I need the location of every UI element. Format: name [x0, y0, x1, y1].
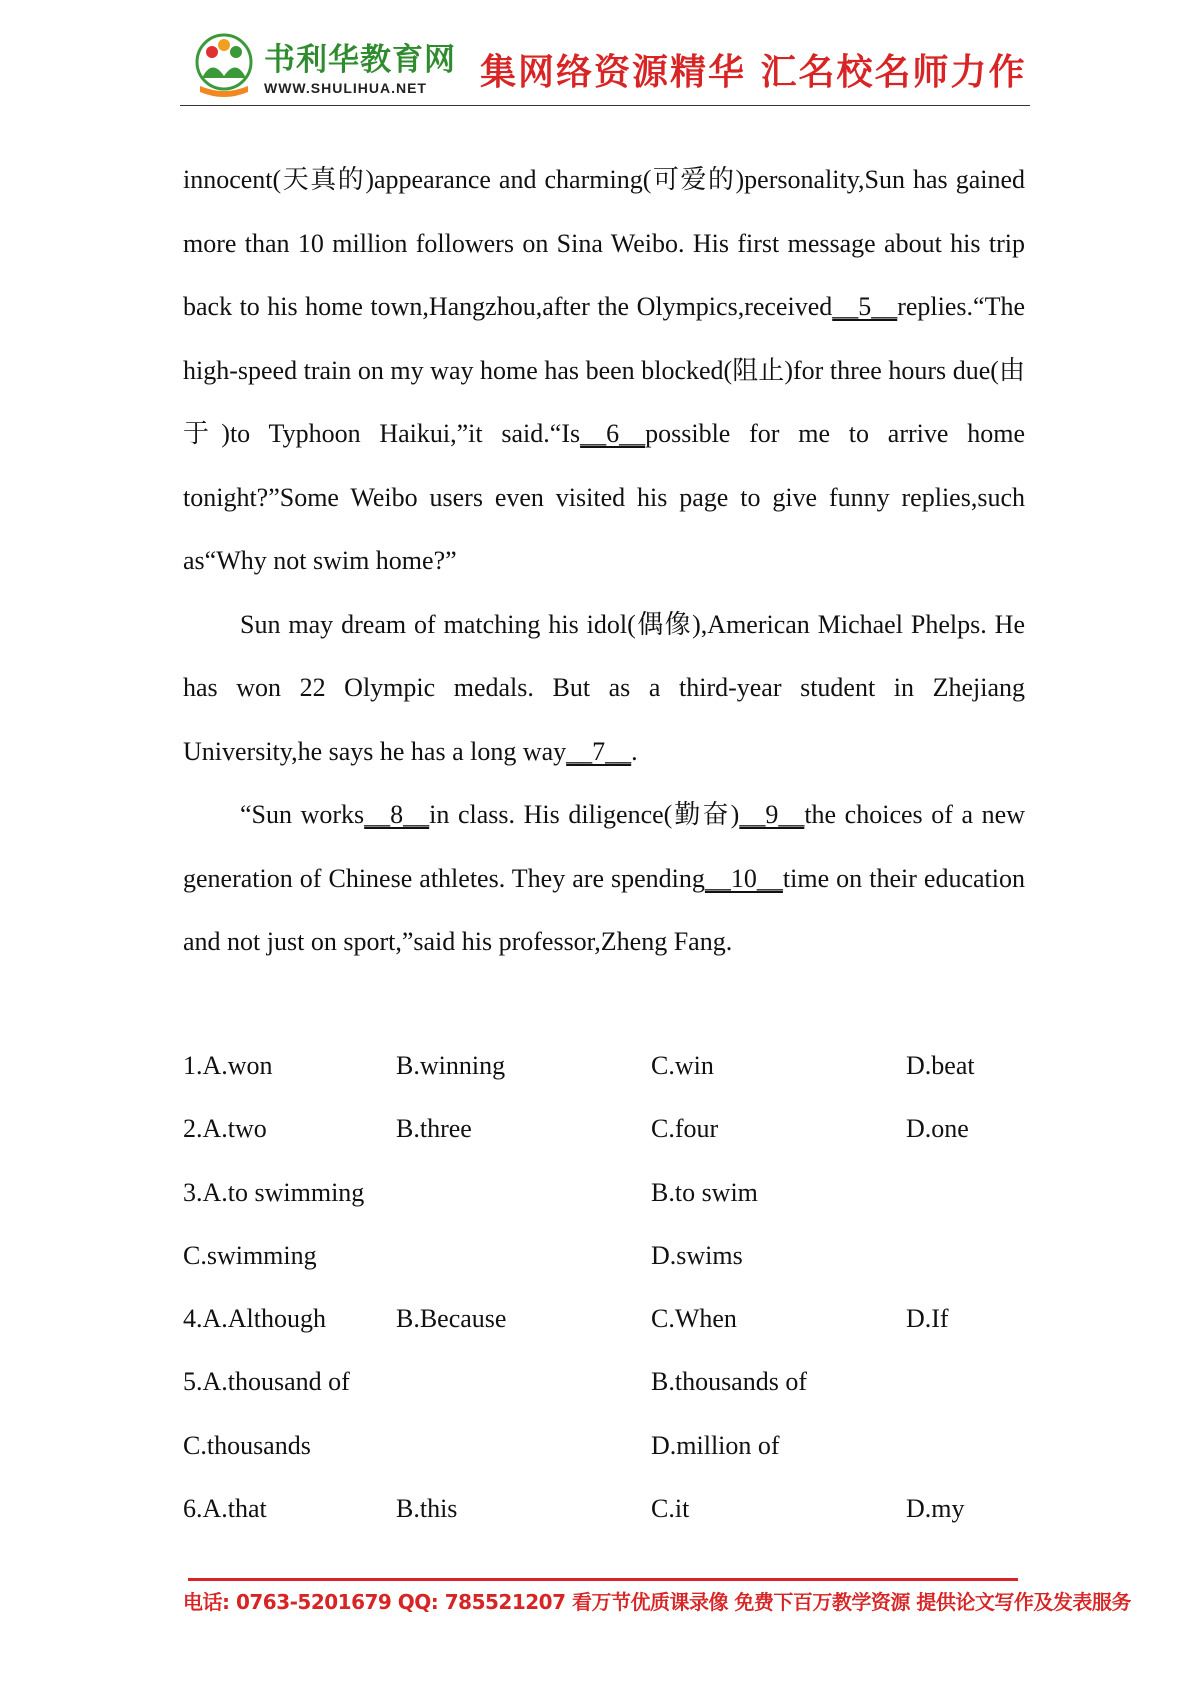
option-row [183, 1477, 1043, 1540]
option-choice: 4.A.Although [183, 1304, 326, 1334]
footer-divider [188, 1578, 1018, 1581]
answer-options [183, 1034, 1043, 1540]
option-choice: 5.A.thousand of [183, 1367, 350, 1397]
option-row [183, 1414, 1043, 1477]
option-choice: C.win [651, 1051, 714, 1080]
answer-blank: __6__ [580, 419, 646, 448]
option-choice: 6.A.that [183, 1494, 267, 1524]
option-choice: C.swimming [183, 1240, 317, 1270]
option-choice: B.three [396, 1114, 472, 1144]
option-choice: B.winning [396, 1051, 506, 1080]
passage-text: Sun may dream of matching his idol(偶像),American Michael Phelps. He has won 22 Olympic medals. But as a third-year student in Zhejiang University,he says he has a long way [183, 609, 1025, 766]
option-choice: D.beat [906, 1051, 975, 1080]
option-row [183, 1224, 1043, 1287]
option-choice: B.thousands of [651, 1367, 807, 1397]
option-choice: B.Because [396, 1304, 507, 1334]
brand-url: WWW.SHULIHUA.NET [264, 80, 427, 96]
passage-text: in class. His diligence(勤奋) [429, 800, 740, 829]
option-choice: C.When [651, 1304, 737, 1334]
option-choice: D.million of [651, 1430, 780, 1460]
option-choice: B.this [396, 1494, 458, 1524]
passage-text: . [631, 736, 638, 766]
option-row [183, 1097, 1043, 1160]
passage [183, 148, 1025, 974]
answer-blank: __5__ [832, 292, 898, 321]
footer-contact: 电话: 0763-5201679 QQ: 785521207 看万节优质课录像 免费下百万教学资源 提供论文写作及发表服务 [183, 1590, 1131, 1614]
people-circle-logo-icon [192, 32, 256, 100]
option-row [183, 1161, 1043, 1224]
paragraph [183, 783, 1025, 974]
option-choice: D.If [906, 1304, 949, 1334]
option-choice: C.thousands [183, 1430, 311, 1460]
option-row [183, 1287, 1043, 1350]
option-choice: B.to swim [651, 1177, 758, 1207]
passage-text: replies.“The high-speed train on my way home has been blocked(阻止)for three hours due(由于)to Typhoon Haikui,”it said.“Is [183, 292, 1025, 448]
option-choice: D.my [906, 1494, 965, 1524]
passage-text: time on their education and not just on sport,”said his professor,Zheng Fang. [183, 863, 1025, 956]
page-header [180, 28, 1030, 108]
option-choice: 1.A.won [183, 1051, 273, 1080]
option-choice: 3.A.to swimming [183, 1177, 365, 1207]
option-choice: D.swims [651, 1240, 743, 1270]
passage-text: possible for me to arrive home tonight?”Some Weibo users even visited his page to give funny replies,such as“Why not swim home?” [183, 419, 1025, 575]
answer-blank: __9__ [739, 800, 805, 829]
answer-blank: __10__ [704, 863, 783, 893]
paragraph [183, 593, 1025, 784]
option-row [183, 1350, 1043, 1413]
paragraph [183, 148, 1025, 593]
answer-blank: __7__ [566, 736, 632, 766]
header-slogan: 集网络资源精华 汇名校名师力作 [480, 52, 1027, 93]
option-row [183, 1034, 1043, 1097]
passage-text: the choices of a new generation of Chinese athletes. They are spending [183, 800, 1025, 893]
answer-blank: __8__ [364, 800, 430, 829]
option-choice: C.four [651, 1114, 719, 1144]
passage-text: innocent(天真的)appearance and charming(可爱的)personality,Sun has gained more than 10 million followers on Sina Weibo. His first message about his trip back to his home town,Hangzhou,after the Olympics,received [183, 165, 1025, 321]
passage-text: “Sun works [240, 800, 365, 829]
option-choice: D.one [906, 1114, 969, 1144]
header-divider [180, 105, 1030, 106]
option-choice: C.it [651, 1494, 690, 1524]
option-choice: 2.A.two [183, 1114, 267, 1144]
brand-name: 书利华教育网 [264, 42, 456, 78]
